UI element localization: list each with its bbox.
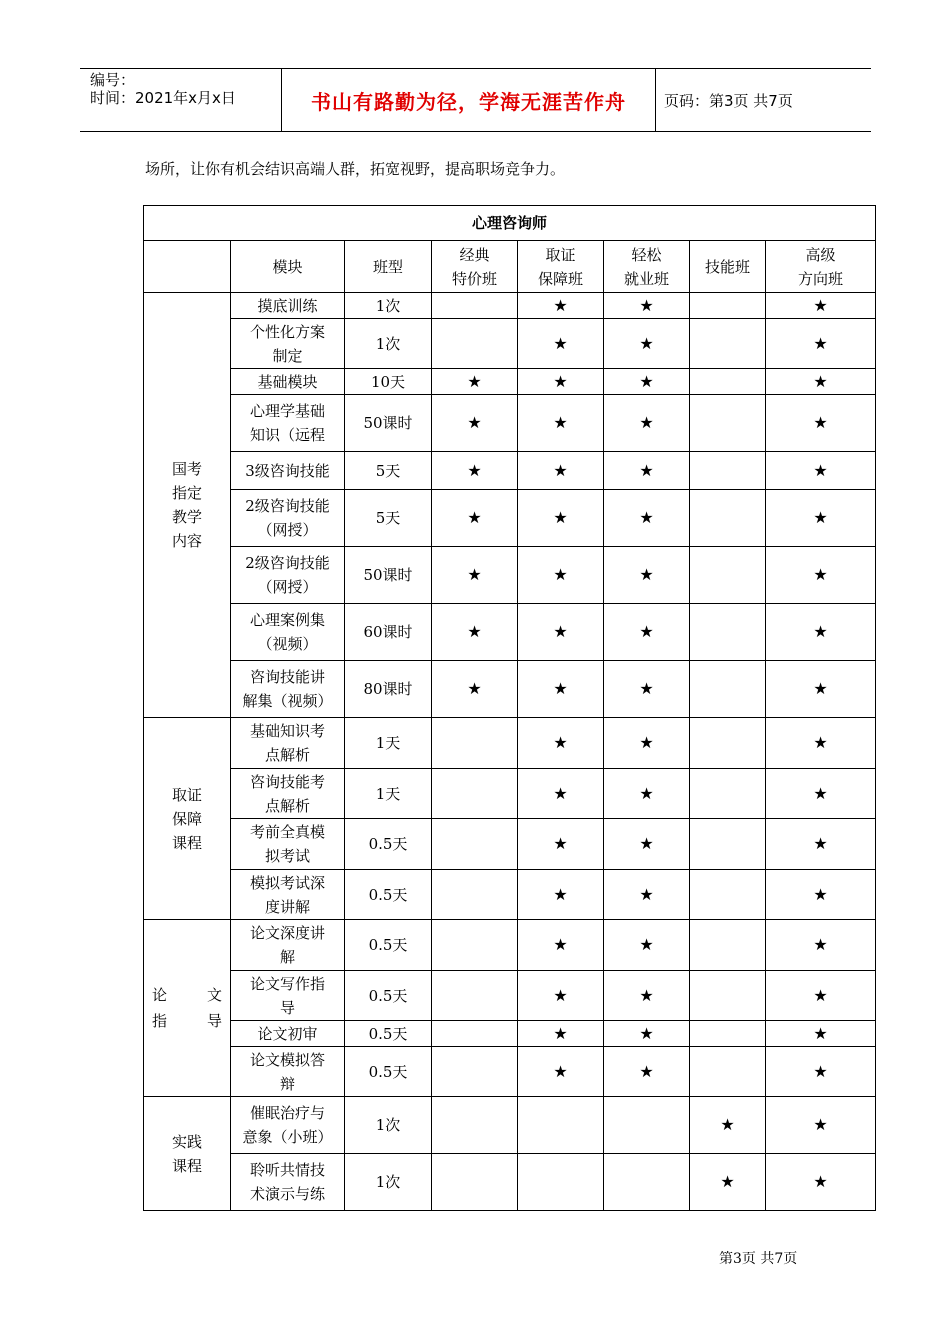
module-line: 拟考试	[264, 847, 310, 865]
star-mark: ★	[766, 547, 876, 604]
star-mark: ★	[518, 1021, 604, 1047]
section-label-line: 指定	[171, 484, 202, 502]
empty-cell	[604, 1154, 690, 1211]
table-header-row	[144, 241, 876, 293]
class-type-cell: 0.5天	[345, 870, 432, 920]
module-cell	[231, 1047, 345, 1097]
column-header-jingdian	[432, 241, 518, 293]
module-cell	[231, 1154, 345, 1211]
star-mark: ★	[518, 490, 604, 547]
star-mark: ★	[766, 718, 876, 769]
module-line: 心理学基础	[249, 402, 325, 420]
star-mark: ★	[766, 604, 876, 661]
module-cell	[231, 819, 345, 870]
class-type-cell: 0.5天	[345, 1021, 432, 1047]
module-cell	[231, 1097, 345, 1154]
empty-cell	[690, 769, 766, 819]
star-mark: ★	[604, 1047, 690, 1097]
module-line: 论文初审	[257, 1024, 318, 1043]
empty-cell	[690, 920, 766, 971]
empty-cell	[690, 490, 766, 547]
module-line: 论文深度讲	[249, 924, 325, 942]
module-line: 咨询技能讲	[249, 668, 325, 686]
column-header-line: 取证	[545, 245, 576, 264]
column-header-line: 就业班	[623, 269, 669, 288]
empty-cell	[604, 1097, 690, 1154]
module-cell	[231, 452, 345, 490]
class-type-cell: 80课时	[345, 661, 432, 718]
section-label-line: 课程	[171, 1156, 202, 1175]
class-type-cell: 50课时	[345, 395, 432, 452]
module-line: 点解析	[264, 796, 310, 815]
column-header-line: 保障班	[537, 269, 583, 288]
empty-cell	[690, 870, 766, 920]
module-cell	[231, 1021, 345, 1047]
star-mark: ★	[604, 920, 690, 971]
star-mark: ★	[518, 369, 604, 395]
module-line: 摸底训练	[257, 296, 318, 315]
empty-cell	[690, 319, 766, 369]
section-label-line: 保障	[171, 809, 202, 828]
table-row	[144, 452, 876, 490]
module-line: 意象（小班）	[242, 1128, 333, 1146]
section-label-line: 指导	[152, 1012, 222, 1030]
table-row	[144, 920, 876, 971]
star-mark: ★	[432, 547, 518, 604]
section-label-cell	[144, 293, 231, 718]
column-header-quzheng	[518, 241, 604, 293]
module-cell	[231, 293, 345, 319]
star-mark: ★	[432, 452, 518, 490]
empty-cell	[690, 661, 766, 718]
star-mark: ★	[766, 661, 876, 718]
column-header-line: 高级	[805, 245, 836, 264]
table-row	[144, 604, 876, 661]
module-line: 论文模拟答	[249, 1050, 325, 1069]
empty-cell	[690, 1047, 766, 1097]
module-line: 咨询技能考	[249, 772, 325, 791]
column-header-line: 经典	[459, 245, 490, 264]
column-header-gaoji	[766, 241, 876, 293]
star-mark: ★	[518, 769, 604, 819]
empty-cell	[690, 718, 766, 769]
table-row	[144, 1154, 876, 1211]
class-type-cell: 5天	[345, 452, 432, 490]
course-table	[143, 205, 876, 1211]
module-line: 解	[279, 948, 295, 966]
empty-cell	[690, 971, 766, 1021]
page-footer: 第3页 共7页	[719, 1251, 798, 1267]
module-line: 2级咨询技能	[245, 497, 330, 515]
section-label-line: 实践	[171, 1132, 202, 1151]
module-line: 个性化方案	[249, 322, 325, 341]
empty-cell	[690, 369, 766, 395]
star-mark: ★	[518, 604, 604, 661]
empty-cell	[432, 718, 518, 769]
star-mark: ★	[604, 819, 690, 870]
star-mark: ★	[766, 870, 876, 920]
class-type-cell: 50课时	[345, 547, 432, 604]
star-mark: ★	[604, 293, 690, 319]
class-type-cell: 1天	[345, 769, 432, 819]
star-mark: ★	[766, 769, 876, 819]
table-row	[144, 369, 876, 395]
page-header	[80, 68, 871, 132]
star-mark: ★	[766, 920, 876, 971]
star-mark: ★	[432, 490, 518, 547]
empty-cell	[432, 819, 518, 870]
intro-paragraph: 场所，让你有机会结识高端人群，拓宽视野，提高职场竞争力。	[145, 160, 566, 178]
star-mark: ★	[432, 661, 518, 718]
module-line: 考前全真模	[249, 823, 325, 841]
module-line: 制定	[272, 346, 303, 365]
star-mark: ★	[518, 971, 604, 1021]
star-mark: ★	[604, 547, 690, 604]
module-cell	[231, 547, 345, 604]
star-mark: ★	[766, 293, 876, 319]
table-row	[144, 395, 876, 452]
star-mark: ★	[518, 661, 604, 718]
table-row	[144, 1021, 876, 1047]
star-mark: ★	[604, 1021, 690, 1047]
document-number-label: 编号：	[90, 71, 136, 89]
module-cell	[231, 870, 345, 920]
document-date: 时间：2021年x月x日	[90, 89, 236, 107]
star-mark: ★	[604, 870, 690, 920]
star-mark: ★	[518, 395, 604, 452]
empty-cell	[690, 547, 766, 604]
empty-cell	[690, 819, 766, 870]
star-mark: ★	[604, 395, 690, 452]
module-line: 度讲解	[264, 897, 310, 916]
class-type-cell: 0.5天	[345, 1047, 432, 1097]
module-line: 点解析	[264, 746, 310, 764]
column-header-jineng: 技能班	[690, 241, 766, 293]
star-mark: ★	[766, 1021, 876, 1047]
table-row	[144, 490, 876, 547]
module-line: 导	[279, 998, 295, 1017]
module-line: 解集（视频）	[242, 692, 333, 710]
column-header-class-type: 班型	[345, 241, 432, 293]
module-cell	[231, 604, 345, 661]
star-mark: ★	[518, 452, 604, 490]
star-mark: ★	[690, 1154, 766, 1211]
module-line: 催眠治疗与	[249, 1104, 325, 1122]
section-label-line: 教学	[171, 508, 202, 526]
table-title-row	[144, 206, 876, 241]
empty-cell	[432, 1097, 518, 1154]
star-mark: ★	[766, 452, 876, 490]
header-blank-cell	[144, 241, 231, 293]
class-type-cell: 0.5天	[345, 920, 432, 971]
column-header-qingsong	[604, 241, 690, 293]
star-mark: ★	[604, 452, 690, 490]
empty-cell	[690, 604, 766, 661]
empty-cell	[690, 293, 766, 319]
table-row	[144, 319, 876, 369]
table-row	[144, 971, 876, 1021]
table-title: 心理咨询师	[144, 206, 876, 241]
module-line: 3级咨询技能	[245, 461, 330, 480]
section-label-line: 取证	[171, 785, 202, 804]
table-row	[144, 547, 876, 604]
table-row	[144, 1047, 876, 1097]
empty-cell	[432, 920, 518, 971]
class-type-cell: 1天	[345, 718, 432, 769]
star-mark: ★	[766, 369, 876, 395]
star-mark: ★	[518, 293, 604, 319]
header-page-info: 页码：第3页 共7页	[664, 91, 793, 110]
star-mark: ★	[604, 604, 690, 661]
module-line: 辩	[279, 1074, 295, 1093]
section-label-line: 内容	[171, 532, 202, 550]
module-line: 2级咨询技能	[245, 554, 330, 572]
star-mark: ★	[518, 920, 604, 971]
column-header-line: 特价班	[451, 269, 497, 288]
empty-cell	[518, 1154, 604, 1211]
module-cell	[231, 490, 345, 547]
star-mark: ★	[518, 819, 604, 870]
module-line: 心理案例集	[249, 611, 325, 629]
empty-cell	[432, 319, 518, 369]
star-mark: ★	[604, 661, 690, 718]
empty-cell	[432, 293, 518, 319]
empty-cell	[518, 1097, 604, 1154]
empty-cell	[432, 971, 518, 1021]
module-cell	[231, 971, 345, 1021]
table-row	[144, 293, 876, 319]
star-mark: ★	[432, 369, 518, 395]
column-header-module: 模块	[231, 241, 345, 293]
star-mark: ★	[604, 769, 690, 819]
empty-cell	[690, 395, 766, 452]
star-mark: ★	[766, 395, 876, 452]
module-line: （网授）	[257, 521, 318, 539]
section-label-line: 论文	[152, 986, 222, 1004]
section-label-cell	[144, 1097, 231, 1211]
empty-cell	[690, 1021, 766, 1047]
star-mark: ★	[690, 1097, 766, 1154]
module-cell	[231, 769, 345, 819]
empty-cell	[432, 1021, 518, 1047]
star-mark: ★	[432, 395, 518, 452]
star-mark: ★	[766, 971, 876, 1021]
star-mark: ★	[518, 1047, 604, 1097]
module-cell	[231, 395, 345, 452]
star-mark: ★	[518, 870, 604, 920]
module-cell	[231, 920, 345, 971]
empty-cell	[432, 769, 518, 819]
star-mark: ★	[604, 971, 690, 1021]
class-type-cell: 0.5天	[345, 819, 432, 870]
star-mark: ★	[604, 718, 690, 769]
star-mark: ★	[604, 369, 690, 395]
column-header-line: 方向班	[798, 269, 844, 288]
module-line: （网授）	[257, 578, 318, 596]
module-line: 基础知识考	[249, 722, 325, 740]
star-mark: ★	[604, 319, 690, 369]
module-line: 聆听共情技	[249, 1161, 325, 1179]
header-meta	[80, 69, 281, 131]
star-mark: ★	[766, 319, 876, 369]
class-type-cell: 1次	[345, 293, 432, 319]
star-mark: ★	[766, 1097, 876, 1154]
section-label-cell	[144, 920, 231, 1097]
module-cell	[231, 661, 345, 718]
class-type-cell: 10天	[345, 369, 432, 395]
empty-cell	[432, 1047, 518, 1097]
module-cell	[231, 319, 345, 369]
module-line: 论文写作指	[249, 974, 325, 993]
class-type-cell: 5天	[345, 490, 432, 547]
class-type-cell: 1次	[345, 1154, 432, 1211]
module-line: 知识（远程	[249, 426, 325, 444]
star-mark: ★	[518, 718, 604, 769]
star-mark: ★	[766, 1047, 876, 1097]
column-header-line: 轻松	[631, 245, 662, 264]
module-line: 基础模块	[257, 372, 318, 391]
empty-cell	[690, 452, 766, 490]
module-cell	[231, 369, 345, 395]
class-type-cell: 0.5天	[345, 971, 432, 1021]
empty-cell	[432, 1154, 518, 1211]
table-row	[144, 870, 876, 920]
section-label-line: 国考	[171, 460, 202, 478]
module-line: 术演示与练	[249, 1185, 325, 1203]
section-label-line: 课程	[171, 833, 202, 852]
star-mark: ★	[766, 490, 876, 547]
class-type-cell: 60课时	[345, 604, 432, 661]
table-row	[144, 661, 876, 718]
star-mark: ★	[766, 1154, 876, 1211]
class-type-cell: 1次	[345, 319, 432, 369]
star-mark: ★	[518, 319, 604, 369]
module-cell	[231, 718, 345, 769]
star-mark: ★	[766, 819, 876, 870]
star-mark: ★	[604, 490, 690, 547]
table-row	[144, 819, 876, 870]
module-line: 模拟考试深	[249, 873, 325, 892]
class-type-cell: 1次	[345, 1097, 432, 1154]
empty-cell	[432, 870, 518, 920]
section-label-cell	[144, 718, 231, 920]
star-mark: ★	[518, 547, 604, 604]
table-row	[144, 718, 876, 769]
star-mark: ★	[432, 604, 518, 661]
module-line: （视频）	[257, 635, 318, 653]
header-motto: 书山有路勤为径，学海无涯苦作舟	[281, 69, 656, 131]
table-row	[144, 1097, 876, 1154]
table-row	[144, 769, 876, 819]
